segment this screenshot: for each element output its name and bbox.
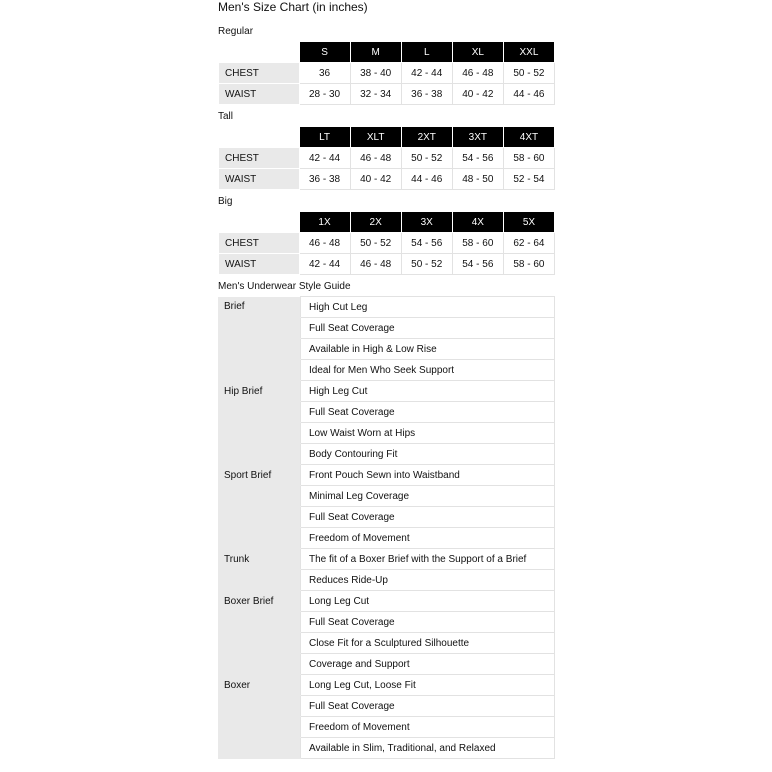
size-header-cell: XLT (350, 127, 401, 148)
style-name-cell: Boxer Brief (218, 591, 301, 612)
style-name-cell (218, 738, 301, 759)
feature-cell: Available in Slim, Traditional, and Relaxed (301, 738, 555, 759)
feature-cell: Body Contouring Fit (301, 444, 555, 465)
table-row (218, 633, 555, 654)
measurement-cell: 42 - 44 (299, 254, 350, 275)
measurement-cell: 44 - 46 (503, 84, 554, 105)
measurement-cell: 50 - 52 (401, 148, 452, 169)
size-header-cell: 1X (299, 212, 350, 233)
measurement-cell: 46 - 48 (452, 63, 503, 84)
table-row (219, 63, 555, 84)
table-row (218, 507, 555, 528)
table-row (218, 444, 555, 465)
measurement-cell: 32 - 34 (350, 84, 401, 105)
style-name-cell (218, 633, 301, 654)
row-label: CHEST (219, 148, 300, 169)
section-label-big: Big (218, 196, 233, 207)
table-row (218, 528, 555, 549)
table-row (218, 465, 555, 486)
measurement-cell: 36 - 38 (401, 84, 452, 105)
table-row (218, 654, 555, 675)
table-row (218, 318, 555, 339)
size-header-row (219, 127, 555, 148)
measurement-cell: 38 - 40 (350, 63, 401, 84)
style-name-cell (218, 318, 301, 339)
measurement-cell: 54 - 56 (401, 233, 452, 254)
measurement-cell: 58 - 60 (503, 148, 554, 169)
measurement-cell: 54 - 56 (452, 148, 503, 169)
table-row (218, 717, 555, 738)
style-name-cell (218, 360, 301, 381)
measurement-cell: 28 - 30 (299, 84, 350, 105)
table-row (218, 591, 555, 612)
size-table-regular (218, 42, 555, 105)
measurement-cell: 58 - 60 (503, 254, 554, 275)
table-row (218, 549, 555, 570)
table-row (218, 381, 555, 402)
measurement-cell: 36 - 38 (299, 169, 350, 190)
style-name-cell: Sport Brief (218, 465, 301, 486)
style-name-cell: Trunk (218, 549, 301, 570)
feature-cell: Full Seat Coverage (301, 507, 555, 528)
style-name-cell (218, 654, 301, 675)
feature-cell: Close Fit for a Sculptured Silhouette (301, 633, 555, 654)
section-label-regular: Regular (218, 26, 254, 37)
table-row (218, 297, 555, 318)
style-name-cell (218, 339, 301, 360)
measurement-cell: 62 - 64 (503, 233, 554, 254)
feature-cell: Minimal Leg Coverage (301, 486, 555, 507)
style-name-cell (218, 528, 301, 549)
style-name-cell: Brief (218, 297, 301, 318)
feature-cell: Long Leg Cut, Loose Fit (301, 675, 555, 696)
size-header-cell: L (401, 42, 452, 63)
measurement-cell: 46 - 48 (350, 254, 401, 275)
feature-cell: Freedom of Movement (301, 717, 555, 738)
measurement-cell: 46 - 48 (299, 233, 350, 254)
table-row (218, 339, 555, 360)
style-name-cell (218, 717, 301, 738)
table-row (218, 675, 555, 696)
feature-cell: Low Waist Worn at Hips (301, 423, 555, 444)
feature-cell: Full Seat Coverage (301, 318, 555, 339)
feature-cell: Full Seat Coverage (301, 696, 555, 717)
size-chart-page (218, 0, 558, 759)
size-header-cell: 5X (503, 212, 554, 233)
feature-cell: Long Leg Cut (301, 591, 555, 612)
measurement-cell: 42 - 44 (401, 63, 452, 84)
style-name-cell: Hip Brief (218, 381, 301, 402)
size-header-cell: 2X (350, 212, 401, 233)
style-name-cell (218, 696, 301, 717)
size-header-cell: 4XT (503, 127, 554, 148)
measurement-cell: 54 - 56 (452, 254, 503, 275)
size-header-cell: LT (299, 127, 350, 148)
style-name-cell (218, 402, 301, 423)
feature-cell: Coverage and Support (301, 654, 555, 675)
size-header-cell: S (299, 42, 350, 63)
table-row (219, 233, 555, 254)
size-table-tall (218, 127, 555, 190)
feature-cell: Full Seat Coverage (301, 612, 555, 633)
measurement-cell: 42 - 44 (299, 148, 350, 169)
measurement-cell: 36 (299, 63, 350, 84)
size-header-cell: 3XT (452, 127, 503, 148)
size-header-row (219, 212, 555, 233)
table-row (218, 612, 555, 633)
size-header-row (219, 42, 555, 63)
measurement-cell: 58 - 60 (452, 233, 503, 254)
measurement-cell: 50 - 52 (350, 233, 401, 254)
row-label: WAIST (219, 169, 300, 190)
table-row (219, 254, 555, 275)
size-table-big (218, 212, 555, 275)
row-label: WAIST (219, 84, 300, 105)
table-row (218, 486, 555, 507)
table-row (219, 84, 555, 105)
section-label-tall: Tall (218, 111, 234, 122)
style-name-cell: Boxer (218, 675, 301, 696)
size-header-cell: 2XT (401, 127, 452, 148)
feature-cell: Ideal for Men Who Seek Support (301, 360, 555, 381)
measurement-cell: 52 - 54 (503, 169, 554, 190)
style-name-cell (218, 507, 301, 528)
style-name-cell (218, 423, 301, 444)
measurement-cell: 46 - 48 (350, 148, 401, 169)
feature-cell: Full Seat Coverage (301, 402, 555, 423)
feature-cell: High Cut Leg (301, 297, 555, 318)
row-label: CHEST (219, 63, 300, 84)
measurement-cell: 44 - 46 (401, 169, 452, 190)
feature-cell: Freedom of Movement (301, 528, 555, 549)
table-corner (219, 127, 300, 148)
table-row (218, 696, 555, 717)
style-name-cell (218, 486, 301, 507)
table-row (218, 570, 555, 591)
row-label: CHEST (219, 233, 300, 254)
measurement-cell: 50 - 52 (401, 254, 452, 275)
style-guide-label: Men's Underwear Style Guide (218, 281, 351, 292)
feature-cell: The fit of a Boxer Brief with the Support of a Brief (301, 549, 555, 570)
table-row (218, 738, 555, 759)
feature-cell: Available in High & Low Rise (301, 339, 555, 360)
feature-cell: High Leg Cut (301, 381, 555, 402)
measurement-cell: 50 - 52 (503, 63, 554, 84)
feature-cell: Front Pouch Sewn into Waistband (301, 465, 555, 486)
measurement-cell: 40 - 42 (452, 84, 503, 105)
row-label: WAIST (219, 254, 300, 275)
size-header-cell: M (350, 42, 401, 63)
style-name-cell (218, 570, 301, 591)
page-title: Men's Size Chart (in inches) (218, 0, 368, 14)
size-header-cell: XXL (503, 42, 554, 63)
table-corner (219, 212, 300, 233)
feature-cell: Reduces Ride-Up (301, 570, 555, 591)
table-row (219, 169, 555, 190)
table-row (218, 360, 555, 381)
table-row (218, 423, 555, 444)
style-guide-table (218, 296, 555, 759)
table-corner (219, 42, 300, 63)
size-header-cell: 4X (452, 212, 503, 233)
measurement-cell: 40 - 42 (350, 169, 401, 190)
table-row (219, 148, 555, 169)
measurement-cell: 48 - 50 (452, 169, 503, 190)
table-row (218, 402, 555, 423)
style-name-cell (218, 444, 301, 465)
size-header-cell: 3X (401, 212, 452, 233)
style-name-cell (218, 612, 301, 633)
size-header-cell: XL (452, 42, 503, 63)
